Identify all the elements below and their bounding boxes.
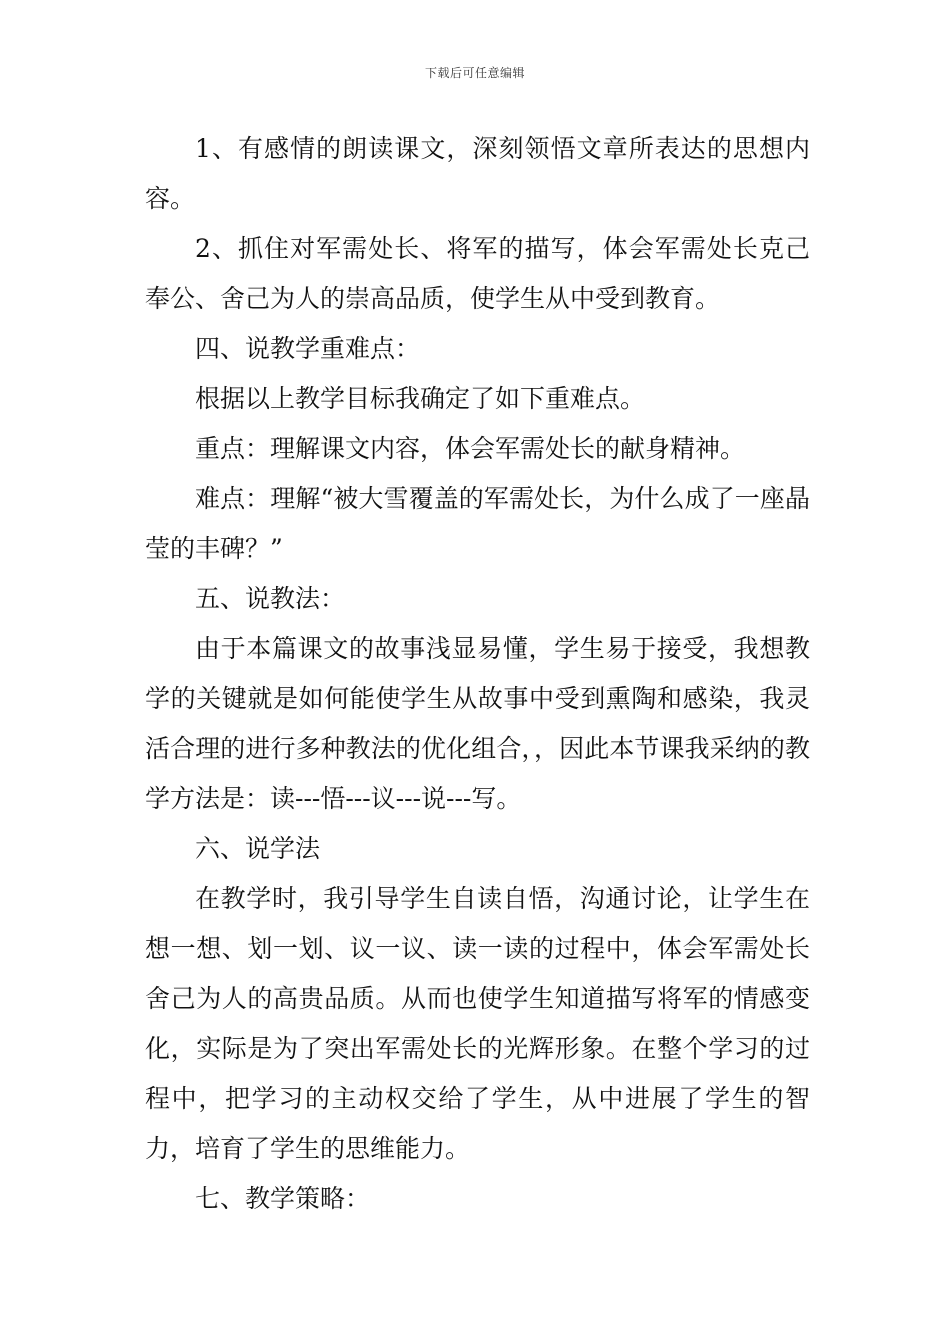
paragraph-key-points-intro: 根据以上教学目标我确定了如下重难点。 [195,384,646,413]
paragraph-teaching-method: 由于本篇课文的故事浅显易懂，学生易于接受，我想教学的关键就是如何能使学生从故事中受到熏陶和感染，我灵活合理的进行多种教法的优化组合，，因此本节课我采纳的教学方法是：读---悟---议---说---写。 [145,634,810,813]
paragraph-learning-method: 在教学时，我引导学生自读自悟，沟通讨论，让学生在想一想、划一划、议一议、读一读的过程中，体会军需处长舍己为人的高贵品质。从而也使学生知道描写将军的情感变化，实际是为了突出军需处长的光辉形象。在整个学习的过程中，把学习的主动权交给了学生，从中进展了学生的智力，培育了学生的思维能力。 [145,884,810,1163]
section-heading-teaching-strategy: 七、教学策略： [195,1184,371,1213]
paragraph-objective-1: 1、有感情的朗读课文，深刻领悟文章所表达的思想内容。 [145,134,810,213]
section-heading-key-points: 四、说教学重难点： [195,334,421,363]
section-heading-teaching-method: 五、说教法： [195,584,346,613]
document-body [145,124,810,1224]
paragraph-key-point: 重点：理解课文内容，体会军需处长的献身精神。 [195,434,746,463]
page-header: 下载后可任意编辑 [424,66,525,80]
paragraph-objective-2: 2、抓住对军需处长、将军的描写，体会军需处长克己奉公、舍己为人的崇高品质，使学生从中受到教育。 [145,234,810,313]
section-heading-learning-method: 六、说学法 [195,834,321,863]
paragraph-difficult-point: 难点：理解“被大雪覆盖的军需处长，为什么成了一座晶莹的丰碑？” [145,484,810,563]
